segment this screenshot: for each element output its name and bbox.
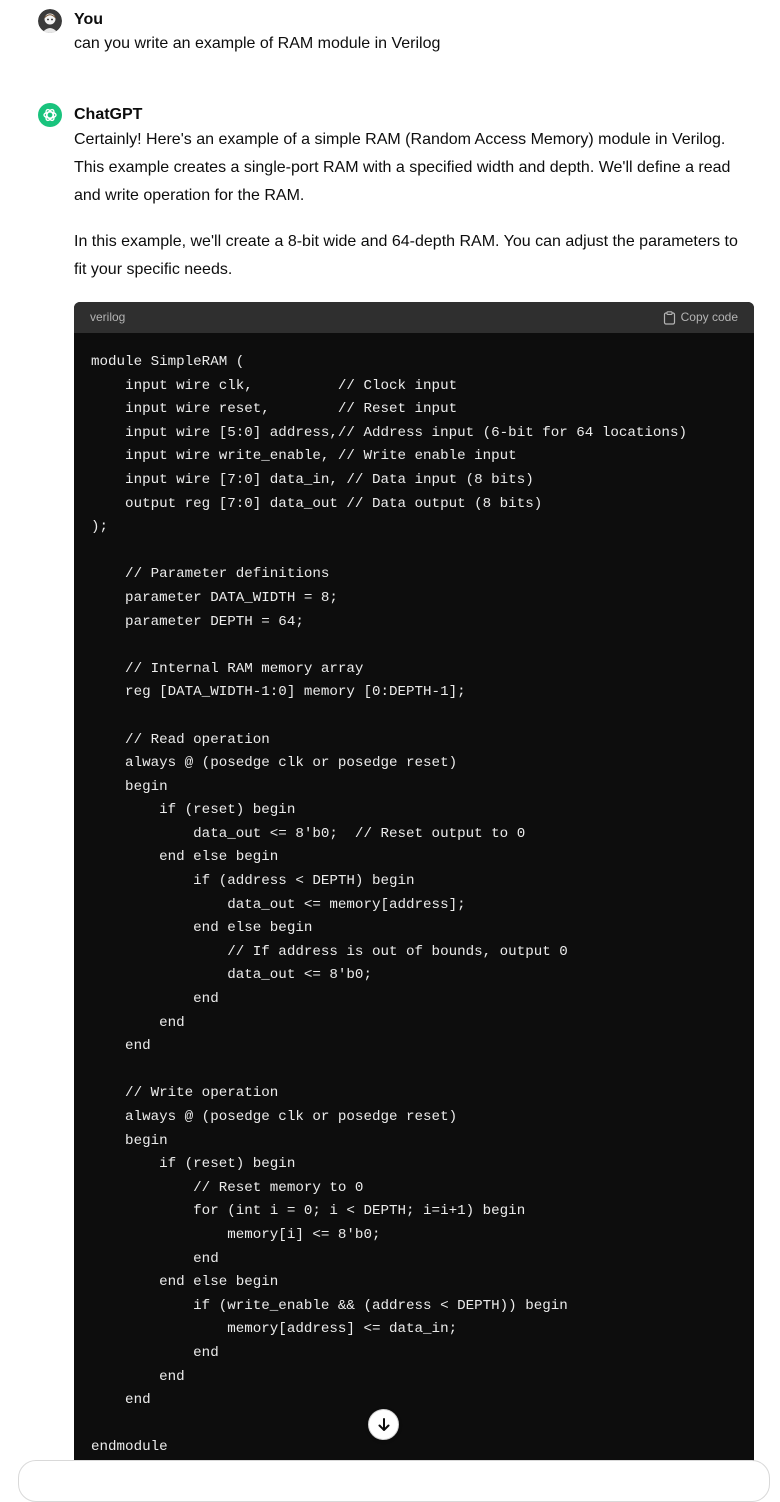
assistant-message <box>38 103 754 303</box>
chatgpt-logo-icon <box>38 103 62 127</box>
code-block-header <box>74 302 754 333</box>
assistant-paragraph: In this example, we'll create a 8-bit wide and 64-depth RAM. You can adjust the parameters to fit your specific needs. <box>74 233 738 278</box>
message-composer[interactable] <box>18 1460 770 1502</box>
user-message <box>38 9 754 59</box>
copy-code-label: Copy code <box>680 310 738 324</box>
assistant-author-name: ChatGPT <box>74 106 143 123</box>
code-block <box>74 302 754 1482</box>
arrow-down-icon <box>376 1417 392 1433</box>
user-avatar[interactable] <box>38 9 62 33</box>
scroll-to-bottom-button[interactable] <box>368 1409 399 1440</box>
code-content[interactable]: module SimpleRAM ( input wire clk, // Clock input input wire reset, // Reset input input wire [5:0] address,// Address input (6-bit for 64 locations) input wire write_enable, // Write enable input input wire [7:0] data_in, // Data input (8 bits) output reg [7:0] data_out // Data output (8 bits) ); // Parameter definitions parameter DATA_WIDTH = 8; parameter DEPTH = 64; // Internal RAM memory array reg [DATA_WIDTH-1:0] memory [0:DEPTH-1]; // Read operation always @ (posedge clk or posedge reset) begin if (reset) begin data_out <= 8'b0; // Reset output to 0 end else begin if (address < DEPTH) begin data_out <= memory[address]; end else begin // If address is out of bounds, output 0 data_out <= 8'b0; end end end // Write operation always @ (posedge clk or posedge reset) begin if (reset) begin // Reset memory to 0 for (int i = 0; i < DEPTH; i=i+1) begin memory[i] <= 8'b0; end end else begin if (write_enable && (address < DEPTH)) begin memory[address] <= data_in; end end end endmodule <box>91 354 687 1456</box>
user-author-name: You <box>74 11 104 28</box>
assistant-paragraph: Certainly! Here's an example of a simple RAM (Random Access Memory) module in Verilog. This example creates a single-port RAM with a specified width and depth. We'll define a read and write operation for the RAM. <box>74 131 731 204</box>
copy-code-button[interactable] <box>663 302 738 333</box>
user-message-text: can you write an example of RAM module in Verilog <box>74 35 441 52</box>
clipboard-icon <box>663 311 676 325</box>
code-language-label: verilog <box>90 310 126 324</box>
assistant-message-body <box>74 126 754 302</box>
